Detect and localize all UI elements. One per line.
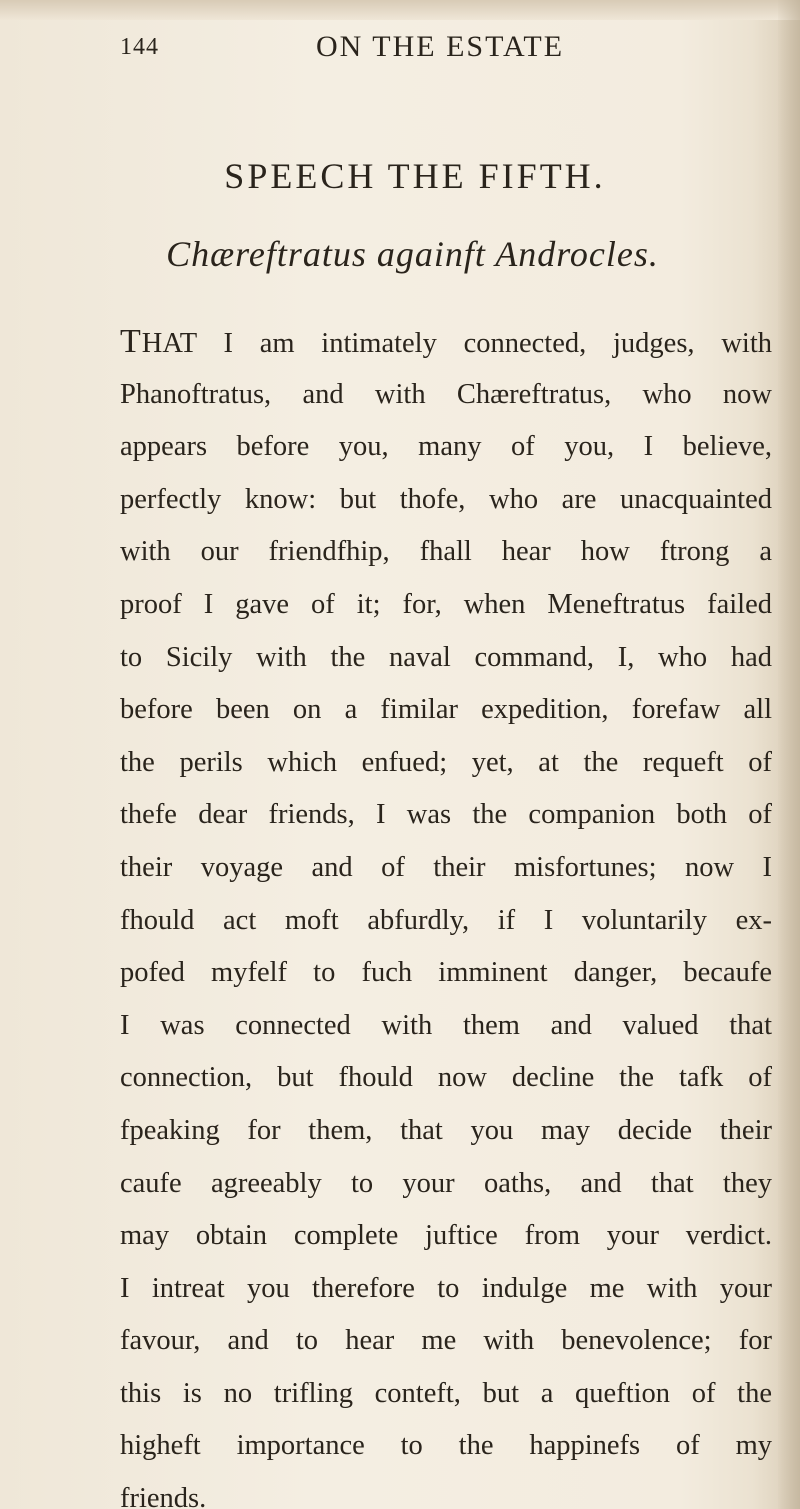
text-line: proof I gave of it; for, when Meneftratus failed	[120, 588, 772, 620]
text-line: I was connected with them and valued that	[120, 1009, 772, 1041]
text-line: to Sicily with the naval command, I, who had	[120, 641, 772, 673]
text-line: higheft importance to the happinefs of my	[120, 1430, 772, 1462]
text-line: this is no trifling conteft, but a queftion of the	[120, 1377, 772, 1409]
speech-body	[120, 316, 772, 1509]
text-line: connection, but fhould now decline the tafk of	[120, 1062, 772, 1094]
text-line: friends.	[120, 1483, 207, 1509]
text-line: with our friendfhip, fhall hear how ftrong a	[120, 536, 772, 568]
page-header	[0, 30, 800, 70]
text-line-content: HAT I am intimately connected, judges, with	[141, 328, 772, 359]
speech-subtitle: Chæreftratus againft Androcles.	[166, 234, 659, 274]
text-line: may obtain complete juftice from your verdict.	[120, 1220, 772, 1252]
text-line: thefe dear friends, I was the companion both of	[120, 799, 772, 831]
page-gutter-shadow	[778, 0, 800, 1509]
running-head: ON THE ESTATE	[316, 30, 565, 63]
text-line: perfectly know: but thofe, who are unacquainted	[120, 483, 772, 515]
text-line: before been on a fimilar expedition, forefaw all	[120, 694, 772, 726]
speech-title: SPEECH THE FIFTH.	[224, 156, 606, 196]
text-line: fpeaking for them, that you may decide their	[120, 1114, 772, 1146]
page-top-shadow	[0, 0, 800, 20]
text-line: their voyage and of their misfortunes; now I	[120, 851, 772, 883]
text-line: appears before you, many of you, I believe,	[120, 431, 772, 463]
text-line: Phanoftratus, and with Chæreftratus, who now	[120, 378, 772, 410]
text-line: fhould act moft abfurdly, if I voluntarily ex-	[120, 904, 772, 936]
page-number: 144	[120, 34, 159, 60]
text-line: caufe agreeably to your oaths, and that they	[120, 1167, 772, 1199]
text-line: the perils which enfued; yet, at the requeft of	[120, 746, 772, 778]
text-line: favour, and to hear me with benevolence; for	[120, 1325, 772, 1357]
text-line: pofed myfelf to fuch imminent danger, becaufe	[120, 957, 772, 989]
text-line: I intreat you therefore to indulge me with your	[120, 1272, 772, 1304]
text-line	[120, 316, 772, 369]
initial-letter: T	[120, 323, 142, 360]
